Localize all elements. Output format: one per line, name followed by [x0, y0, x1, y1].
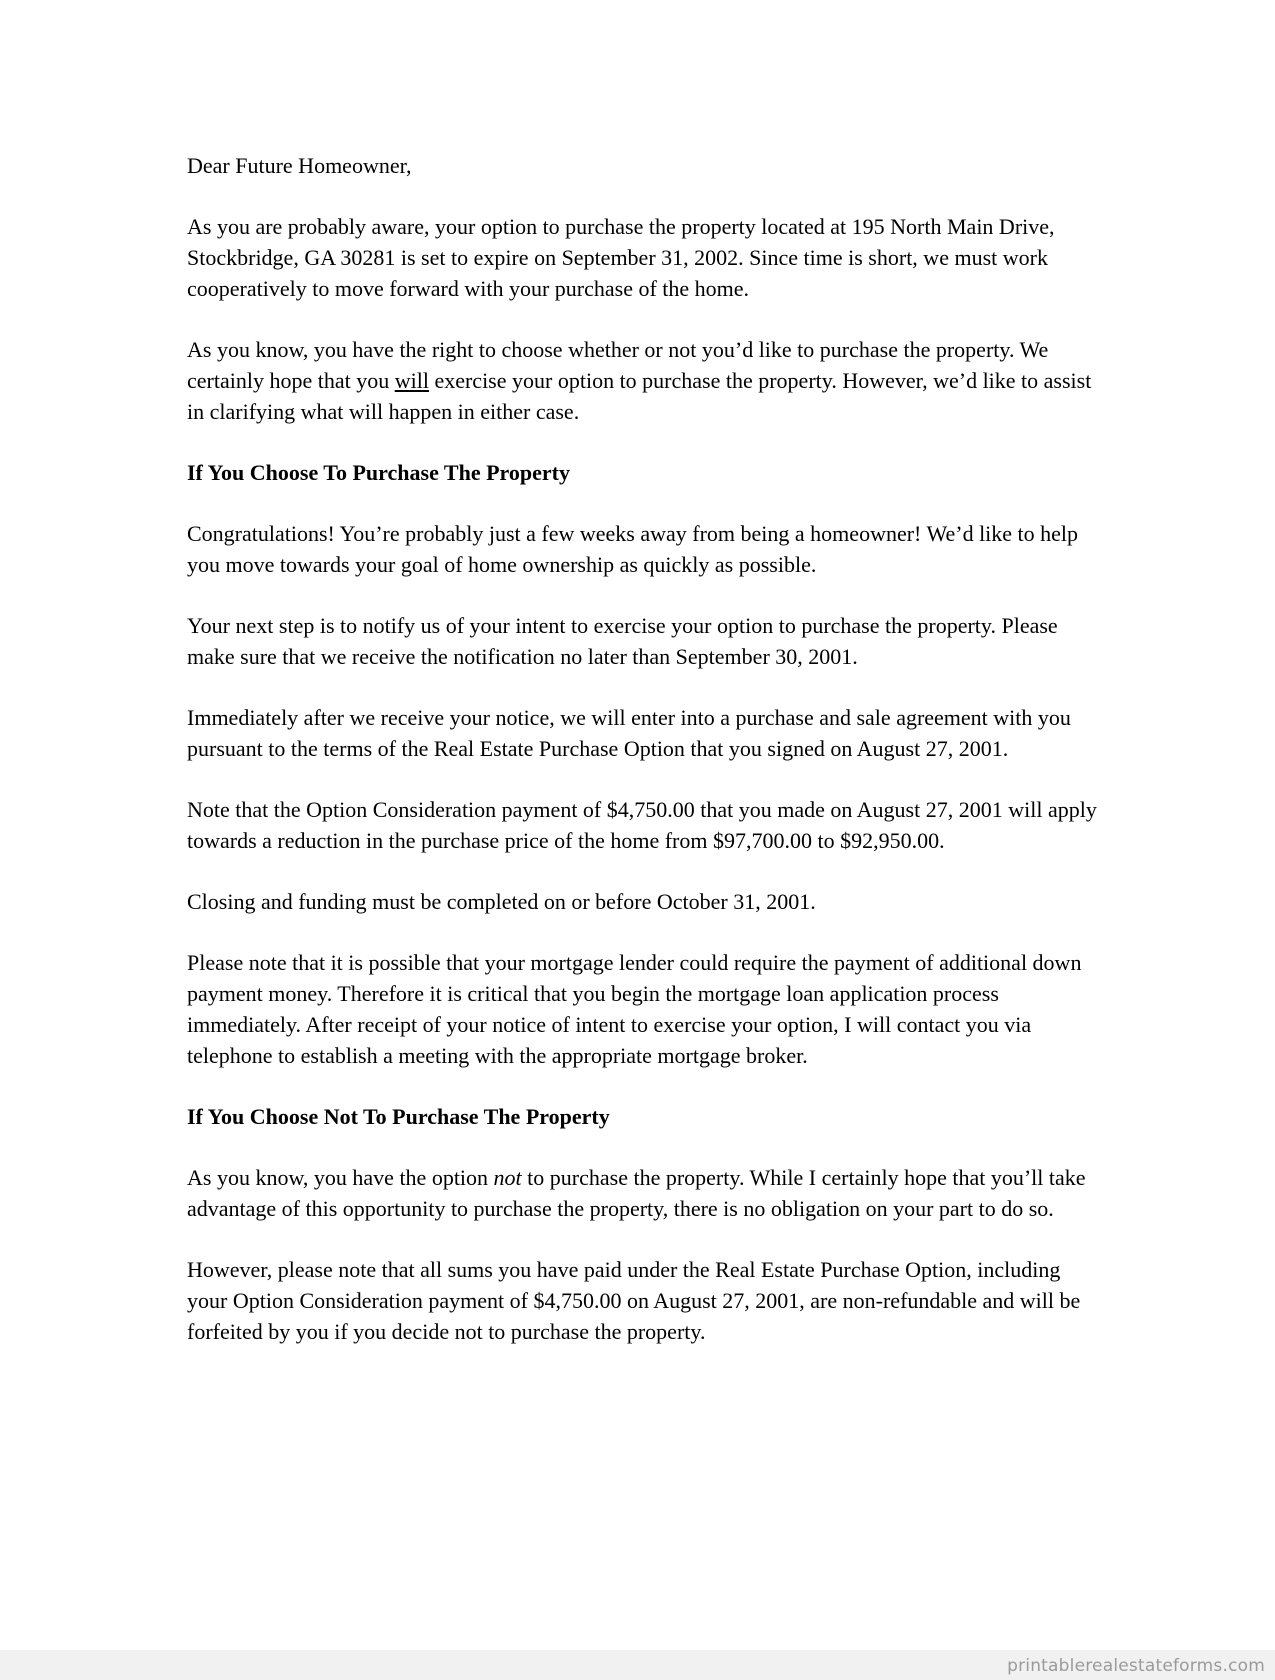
paragraph-purchase-agreement: Immediately after we receive your notice, we will enter into a purchase and sale agreement with you pursuant to the terms of the Real Estate Purchase Option that you signed on August 27, 2001. [187, 705, 1071, 761]
paragraph-option-not-text-2: to purchase the property. While I certainly hope that you’ll take advantage of this opportunity to purchase the property, there is no obligation on your part to do so. [187, 1165, 1086, 1221]
footer-bar [0, 1650, 1275, 1680]
site-watermark: printablerealestateforms.com [1007, 1656, 1265, 1676]
letter-body [187, 150, 1102, 1377]
underlined-will: will [394, 368, 429, 393]
heading-not-purchase: If You Choose Not To Purchase The Property [187, 1104, 610, 1129]
paragraph-option-not-to-purchase [187, 1162, 1102, 1224]
paragraph-closing-date: Closing and funding must be completed on or before October 31, 2001. [187, 889, 816, 914]
paragraph-option-consideration: Note that the Option Consideration payment of $4,750.00 that you made on August 27, 2001 will apply towards a reduction in the purchase price of the home from $97,700.00 to $92,950.00. [187, 797, 1097, 853]
paragraph-congratulations: Congratulations! You’re probably just a few weeks away from being a homeowner! We’d like to help you move towards your goal of home ownership as quickly as possible. [187, 521, 1079, 577]
paragraph-mortgage-lender: Please note that it is possible that your mortgage lender could require the payment of additional down payment money. Therefore it is critical that you begin the mortgage loan application process immediately. After receipt of your notice of intent to exercise your option, I will contact you via telephone to establish a meeting with the appropriate mortgage broker. [187, 950, 1082, 1068]
paragraph-option-expiry: As you are probably aware, your option to purchase the property located at 195 North Main Drive, Stockbridge, GA 30281 is set to expire on September 31, 2002. Since time is short, we must work cooperatively to move forward with your purchase of the home. [187, 214, 1055, 301]
salutation: Dear Future Homeowner, [187, 153, 412, 178]
paragraph-right-to-choose-text-1: As you know, you have the right to choose whether or not you’d like to purchase the property. We certainly hope that you [187, 337, 1049, 393]
paragraph-next-step: Your next step is to notify us of your intent to exercise your option to purchase the property. Please make sure that we receive the notification no later than September 30, 2001. [187, 613, 1058, 669]
paragraph-option-not-text-1: As you know, you have the option [187, 1165, 494, 1190]
italic-not: not [493, 1165, 522, 1190]
heading-purchase: If You Choose To Purchase The Property [187, 460, 571, 485]
paragraph-non-refundable: However, please note that all sums you have paid under the Real Estate Purchase Option, including your Option Consideration payment of $4,750.00 on August 27, 2001, are non-refundable and will be forfeited by you if you decide not to purchase the property. [187, 1257, 1081, 1344]
paragraph-right-to-choose [187, 334, 1102, 427]
paragraph-right-to-choose-text-2: exercise your option to purchase the property. However, we’d like to assist in clarifying what will happen in either case. [187, 368, 1092, 424]
